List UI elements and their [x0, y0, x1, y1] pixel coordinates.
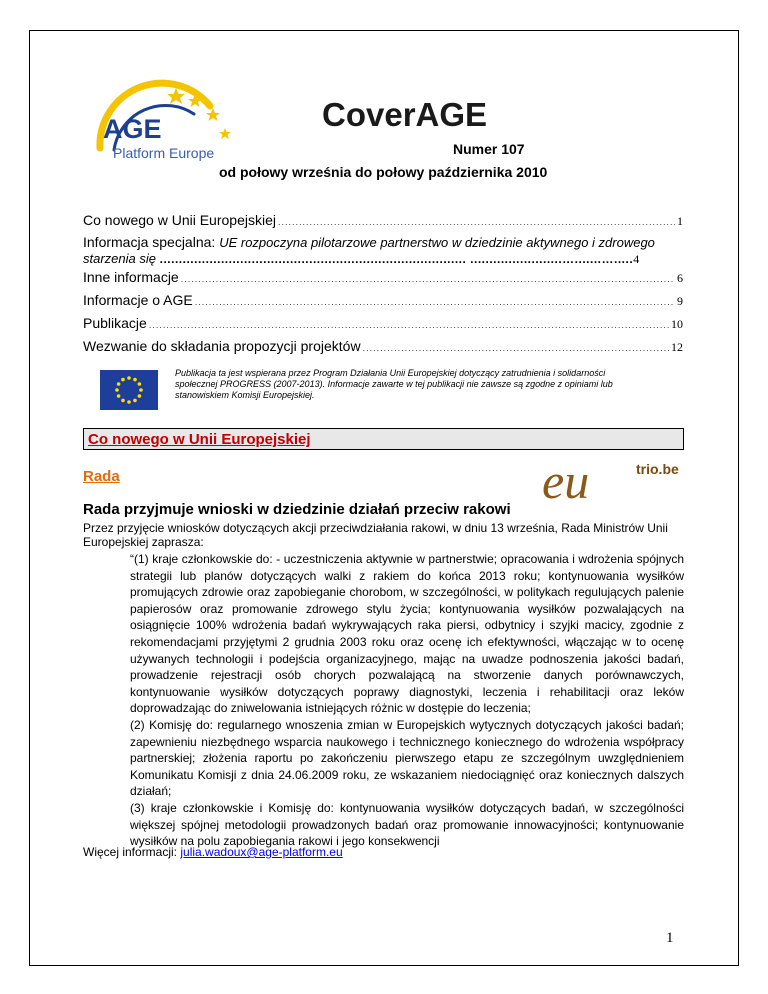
contact-email-link[interactable]: julia.wadoux@age-platform.eu [180, 845, 343, 859]
article-quote [130, 551, 684, 850]
more-info: Więcej informacji: julia.wadoux@age-platform.eu [83, 845, 343, 859]
toc-entry-special-cont[interactable]: starzenia się ................................................................................ ........................….......….....4 [83, 251, 640, 266]
page-number: 1 [666, 930, 674, 946]
special-title-b: starzenia się [83, 251, 156, 266]
article-heading: Rada przyjmuje wnioski w dziedzinie działań przeciw rakowi [83, 501, 511, 518]
quote-paragraph: (2) Komisję do: regularnego wnoszenia zmian w Europejskich wytycznych dotyczących jakości badań; zapewnieniu niezbędnego wsparcia naukowego i technicznego koniecznego do wdrożenia współpracy partnerskiej; złożenia raportu po zakończeniu pierwszego etapu ze szczególnym uwzględnieniem Komunikatu Komisji z dnia 24.06.2009 roku, ze wskazaniem niedociągnięć oraz koniecznych dalszych działań; [130, 717, 684, 799]
eu-trio-logo [540, 456, 680, 506]
toc-entry-4[interactable]: Informacje o AGE ..... 9 [83, 292, 683, 309]
article-intro: Przez przyjęcie wniosków dotyczących akcji przeciwdziałania rakowi, w dniu 13 września, Rada Ministrów Unii Europejskiej zaprasza: [83, 521, 668, 549]
toc-entry-1[interactable]: Co nowego w Unii Europejskiej ..... 1 [83, 212, 683, 229]
newsletter-title: CoverAGE [322, 96, 488, 133]
section-title: Co nowego w Unii Europejskiej [88, 431, 311, 448]
svg-text:eu: eu [542, 456, 590, 506]
svg-text:trio.be: trio.be [636, 461, 679, 477]
funding-disclaimer: Publikacja ta jest wspierana przez Program Działania Unii Europejskiej dotyczący zatrudnienia i solidarności społecznej PROGRESS (2007-2013). Informacje zawarte w tej publikacji nie zawsze są zgodne z opiniami lub stanowiskiem Komisji Europejskiej. [175, 368, 613, 400]
toc-entry-special[interactable]: Informacja specjalna: UE rozpoczyna pilotarzowe partnerstwo w dziedzinie aktywnego i zdrowego [83, 234, 655, 250]
logo-age-text: AGE [103, 114, 162, 144]
toc-entry-3[interactable]: Inne informacje ..... 6 [83, 269, 683, 286]
issue-number: Numer 107 [453, 141, 525, 157]
eu-flag-icon [100, 370, 158, 410]
quote-paragraph: “(1) kraje członkowskie do: - uczestniczenia aktywnie w partnerstwie; opracowania i wdrożenia spójnych strategii lub planów dotyczących walki z rakiem do końca 2013 roku; kontynuowania wysiłków promujących zdrowie oraz zapobieganie chorobom, w szczególności, w politykach regulujących palenie papierosów oraz promowanie zdrowego stylu życia; kontynuowania wysiłków pozwalających na osiągnięcie 100% wdrożenia badań wykrywających raka piersi, odbytnicy i szyjki macicy, zgodnie z rekomendacjami przyjętymi 2 grudnia 2003 roku oraz ocenę ich efektywności, włączając w to ocenę używanych technologii i podejścia organizacyjnego, mając na uwadze podnoszenia jakości badań, prowadzenie rejestracji osób chorych pozwalającą na stworzenie danych porównawczych, kontynuowanie wysiłków dotyczących poprawy diagnostyki, leczenia i rehabilitacji oraz leków doprowadzając do zniwelowania istniejących różnic w dostępie do leczenia; [130, 552, 684, 716]
issue-period: od połowy września do połowy października 2010 [219, 164, 548, 180]
toc-entry-5[interactable]: Publikacje ..... 10 [83, 315, 683, 332]
logo-subtitle: Platform Europe [113, 145, 215, 161]
toc-entry-6[interactable]: Wezwanie do składania propozycji projektów ..... 12 [83, 338, 683, 355]
section-header [83, 428, 684, 450]
special-title-a: UE rozpoczyna pilotarzowe partnerstwo w dziedzinie aktywnego i zdrowego [219, 235, 655, 250]
quote-paragraph: (3) kraje członkowskie i Komisję do: kontynuowania wysiłków dotyczących badań, w szczególności większej spójnej metodologii prowadzonych badań oraz promowanie innowacyjności; kontynuowanie wysiłków na polu zapobiegania rakowi i jego konsekwencji [130, 800, 684, 849]
subsection-title: Rada [83, 468, 120, 485]
